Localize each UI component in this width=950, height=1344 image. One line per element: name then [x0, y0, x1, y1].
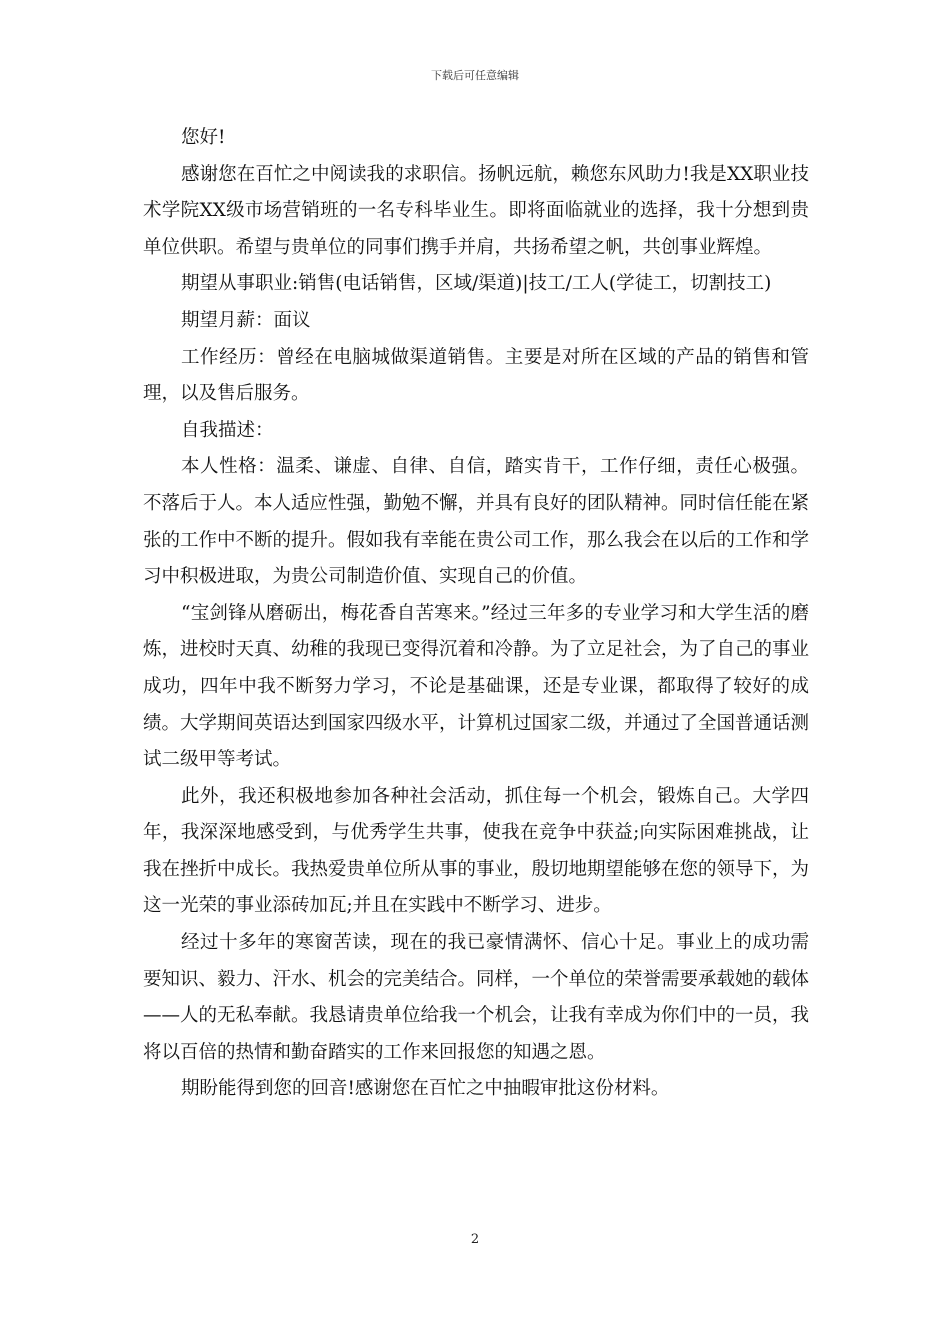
paragraph-aspiration: 经过十多年的寒窗苦读，现在的我已豪情满怀、信心十足。事业上的成功需要知识、毅力、汗水、机会的完美结合。同样，一个单位的荣誉需要承载她的载体——人的无私奉献。我恳请贵单位给我一个机会，让我有幸成为你们中的一员，我将以百倍的热情和勤奋踏实的工作来回报您的知遇之恩。 [143, 932, 810, 1063]
paragraph-self-description-heading: 自我描述： [181, 419, 274, 441]
paragraph-activities: 此外，我还积极地参加各种社会活动，抓住每一个机会，锻炼自己。大学四年，我深深地感受到，与优秀学生共事，使我在竞争中获益;向实际困难挑战，让我在挫折中成长。我热爱贵单位所从事的事业，殷切地期望能够在您的领导下，为这一光荣的事业添砖加瓦;并且在实践中不断学习、进步。 [143, 785, 810, 917]
paragraph-desired-salary: 期望月薪：面议 [181, 309, 311, 331]
greeting: 您好! [181, 127, 226, 148]
paragraph-closing: 期盼能得到您的回音!感谢您在百忙之中抽暇审批这份材料。 [181, 1078, 670, 1100]
paragraph-work-experience: 工作经历：曾经在电脑城做渠道销售。主要是对所在区域的产品的销售和管理，以及售后服务。 [143, 346, 809, 405]
page-header-note: 下载后可任意编辑 [431, 69, 519, 82]
paragraph-intro: 感谢您在百忙之中阅读我的求职信。扬帆远航，赖您东风助力!我是XX职业技术学院XX级市场营销班的一名专科毕业生。即将面临就业的选择，我十分想到贵单位供职。希望与贵单位的同事们携手并肩，共扬希望之帆，共创事业辉煌。 [143, 163, 809, 258]
page-number: 2 [470, 1232, 480, 1247]
paragraph-study: “宝剑锋从磨砺出，梅花香自苦寒来。”经过三年多的专业学习和大学生活的磨炼，进校时天真、幼稚的我现已变得沉着和冷静。为了立足社会，为了自己的事业成功，四年中我不断努力学习，不论是基础课，还是专业课，都取得了较好的成绩。大学期间英语达到国家四级水平，计算机过国家二级，并通过了全国普通话测试二级甲等考试。 [143, 602, 810, 771]
letter-body [143, 120, 809, 1108]
paragraph-desired-job: 期望从事职业:销售(电话销售，区域/渠道)|技工/工人(学徒工，切割技工) [181, 273, 772, 295]
paragraph-personality: 本人性格：温柔、谦虚、自律、自信，踏实肯干，工作仔细，责任心极强。不落后于人。本人适应性强，勤勉不懈，并具有良好的团队精神。同时信任能在紧张的工作中不断的提升。假如我有幸能在贵公司工作，那么我会在以后的工作和学习中积极进取，为贵公司制造价值、实现自己的价值。 [143, 456, 810, 588]
